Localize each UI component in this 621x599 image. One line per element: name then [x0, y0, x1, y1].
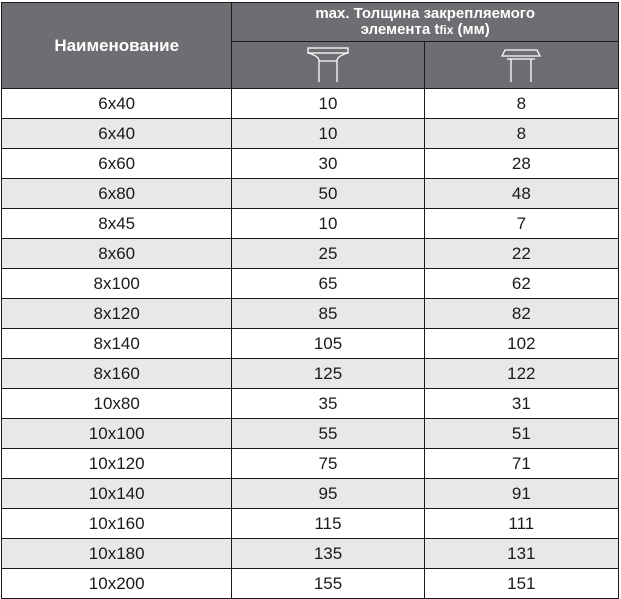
flat-thickness-cell: 8	[424, 89, 618, 119]
name-cell: 10x160	[2, 509, 232, 539]
countersunk-thickness-cell: 35	[232, 389, 424, 419]
countersunk-head-column-header	[232, 42, 424, 89]
countersunk-thickness-cell: 135	[232, 539, 424, 569]
flat-thickness-cell: 31	[424, 389, 618, 419]
flat-thickness-cell: 82	[424, 299, 618, 329]
name-cell: 6x40	[2, 89, 232, 119]
table-row	[2, 359, 619, 389]
name-cell: 8x45	[2, 209, 232, 239]
table-row	[2, 479, 619, 509]
countersunk-thickness-cell: 10	[232, 89, 424, 119]
name-cell: 8x100	[2, 269, 232, 299]
table-row	[2, 89, 619, 119]
flat-thickness-cell: 111	[424, 509, 618, 539]
countersunk-thickness-cell: 75	[232, 449, 424, 479]
name-cell: 8x120	[2, 299, 232, 329]
countersunk-thickness-cell: 55	[232, 419, 424, 449]
table-row	[2, 239, 619, 269]
flat-thickness-cell: 22	[424, 239, 618, 269]
name-cell: 10x200	[2, 569, 232, 599]
flat-thickness-cell: 91	[424, 479, 618, 509]
countersunk-thickness-cell: 85	[232, 299, 424, 329]
flat-thickness-cell: 62	[424, 269, 618, 299]
flat-thickness-cell: 131	[424, 539, 618, 569]
countersunk-thickness-cell: 155	[232, 569, 424, 599]
name-cell: 10x100	[2, 419, 232, 449]
flat-head-column-header	[424, 42, 618, 89]
countersunk-thickness-cell: 30	[232, 149, 424, 179]
max-thickness-label-line1: max. Толщина закрепляемого	[315, 5, 536, 22]
flat-thickness-cell: 102	[424, 329, 618, 359]
countersunk-thickness-cell: 95	[232, 479, 424, 509]
flat-thickness-cell: 51	[424, 419, 618, 449]
name-column-header: Наименование	[2, 3, 232, 89]
name-cell: 10x80	[2, 389, 232, 419]
table-row	[2, 509, 619, 539]
name-cell: 6x80	[2, 179, 232, 209]
countersunk-thickness-cell: 10	[232, 209, 424, 239]
table-row	[2, 119, 619, 149]
table-row	[2, 389, 619, 419]
table-body	[2, 89, 619, 599]
name-cell: 6x60	[2, 149, 232, 179]
flat-thickness-cell: 7	[424, 209, 618, 239]
max-thickness-label-line2: элемента tfix (мм)	[360, 21, 490, 38]
table-row	[2, 209, 619, 239]
name-cell: 10x140	[2, 479, 232, 509]
max-thickness-header	[232, 3, 619, 42]
flat-thickness-cell: 151	[424, 569, 618, 599]
name-cell: 8x60	[2, 239, 232, 269]
flat-thickness-cell: 8	[424, 119, 618, 149]
name-cell: 8x140	[2, 329, 232, 359]
table-row	[2, 299, 619, 329]
countersunk-thickness-cell: 125	[232, 359, 424, 389]
countersunk-thickness-cell: 115	[232, 509, 424, 539]
name-cell: 8x160	[2, 359, 232, 389]
flat-thickness-cell: 28	[424, 149, 618, 179]
countersunk-thickness-cell: 50	[232, 179, 424, 209]
table-row	[2, 569, 619, 599]
countersunk-thickness-cell: 65	[232, 269, 424, 299]
flat-thickness-cell: 71	[424, 449, 618, 479]
name-cell: 6x40	[2, 119, 232, 149]
table-row	[2, 539, 619, 569]
flat-head-icon	[497, 46, 545, 84]
flat-thickness-cell: 122	[424, 359, 618, 389]
table-row	[2, 269, 619, 299]
countersunk-thickness-cell: 105	[232, 329, 424, 359]
table-row	[2, 149, 619, 179]
table-row	[2, 449, 619, 479]
countersunk-thickness-cell: 10	[232, 119, 424, 149]
name-cell: 10x120	[2, 449, 232, 479]
fastener-spec-table	[1, 2, 619, 599]
tfix-subscript: fix	[439, 23, 454, 37]
table-row	[2, 329, 619, 359]
table-row	[2, 419, 619, 449]
countersunk-thickness-cell: 25	[232, 239, 424, 269]
countersunk-head-icon	[304, 46, 352, 84]
flat-thickness-cell: 48	[424, 179, 618, 209]
name-cell: 10x180	[2, 539, 232, 569]
table-row	[2, 179, 619, 209]
